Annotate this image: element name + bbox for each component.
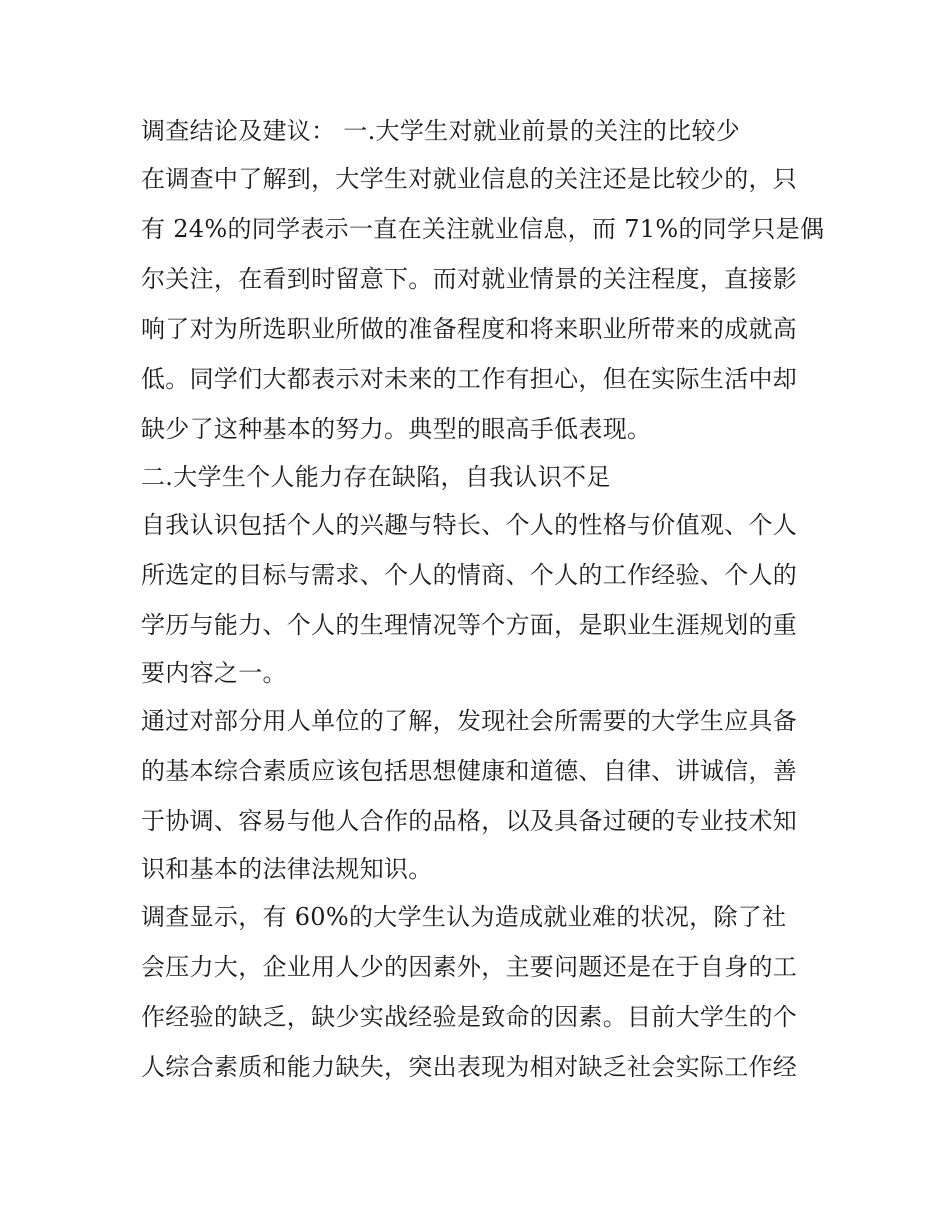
text-line: 调查显示，有 60%的大学生认为造成就业难的状况，除了社	[141, 903, 787, 931]
text-line: 有 24%的同学表示一直在关注就业信息，而 71%的同学只是偶	[141, 215, 825, 243]
text-line: 调查结论及建议： 一.大学生对就业前景的关注的比较少	[141, 117, 741, 145]
document-body	[141, 108, 831, 1092]
text-line: 通过对部分用人单位的了解，发现社会所需要的大学生应具备	[141, 707, 798, 735]
text-line: 二.大学生个人能力存在缺陷，自我认识不足	[141, 463, 611, 491]
text-line: 所选定的目标与需求、个人的情商、个人的工作经验、个人的	[141, 561, 798, 589]
text-line: 会压力大，企业用人少的因素外，主要问题还是在于自身的工	[141, 953, 798, 981]
text-line: 学历与能力、个人的生理情况等个方面，是职业生涯规划的重	[141, 611, 798, 639]
text-line: 作经验的缺乏，缺少实战经验是致命的因素。目前大学生的个	[141, 1003, 798, 1031]
text-line: 识和基本的法律法规知识。	[141, 855, 433, 883]
text-line: 要内容之一。	[141, 659, 287, 687]
text-line: 低。同学们大都表示对未来的工作有担心，但在实际生活中却	[141, 365, 798, 393]
text-line: 在调查中了解到，大学生对就业信息的关注还是比较少的，只	[141, 165, 798, 193]
text-line: 人综合素质和能力缺失，突出表现为相对缺乏社会实际工作经	[141, 1053, 798, 1081]
text-line: 缺少了这种基本的努力。典型的眼高手低表现。	[141, 415, 652, 443]
text-line: 于协调、容易与他人合作的品格，以及具备过硬的专业技术知	[141, 807, 798, 835]
text-line: 尔关注，在看到时留意下。而对就业情景的关注程度，直接影	[141, 265, 798, 293]
text-line: 自我认识包括个人的兴趣与特长、个人的性格与价值观、个人	[141, 511, 798, 539]
text-line: 响了对为所选职业所做的准备程度和将来职业所带来的成就高	[141, 315, 798, 343]
text-line: 的基本综合素质应该包括思想健康和道德、自律、讲诚信，善	[141, 757, 798, 785]
